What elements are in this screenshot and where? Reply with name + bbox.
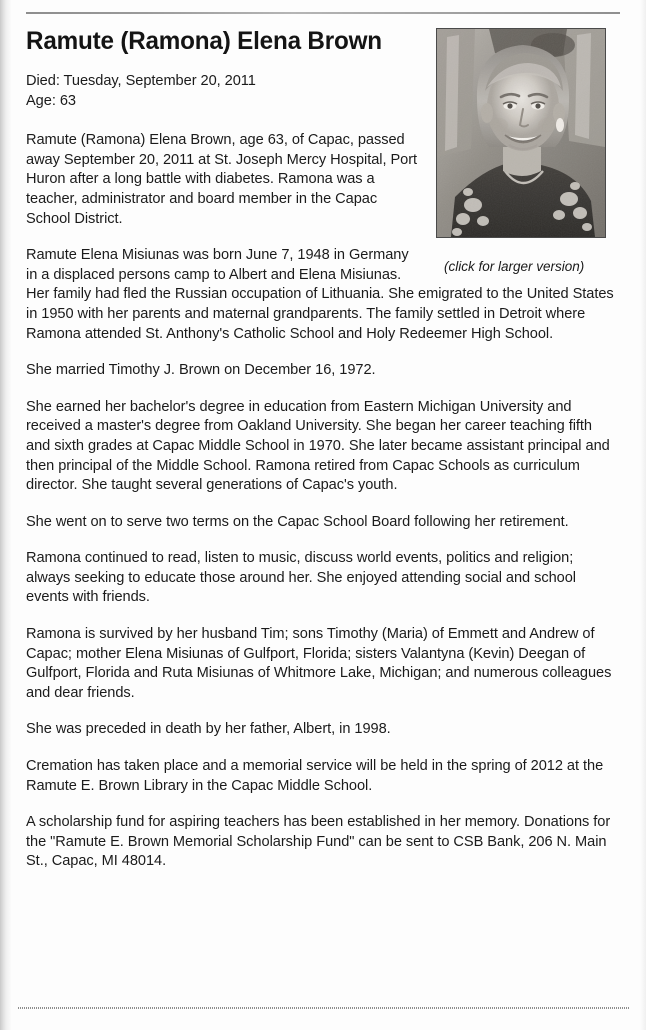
obituary-paragraph: She earned her bachelor's degree in education from Eastern Michigan University and received a master's degree from Oakland University. She began her career teaching fifth and sixth grades at Capac Middle School in 1970. She later became assistant principal and then principal of the Middle School. Ramona retired from Capac Schools as curriculum director. She taught several generations of Capac's youth.	[26, 398, 610, 494]
obituary-paragraph: A scholarship fund for aspiring teachers has been established in her memory. Donations for the "Ramute E. Brown Memorial Scholarship Fund" can be sent to CSB Bank, 206 N. Main St., Capac, MI 48014.	[26, 814, 611, 870]
obituary-paragraph: Ramona is survived by her husband Tim; sons Timothy (Maria) of Emmett and Andrew of Capac; mother Elena Misiunas of Gulfport, Florida; sisters Valantyna (Kevin) Deegan of Gulfport, Florida and Ruta Misiunas of Whitmore Lake, Michigan; and numerous colleagues and dear friends.	[26, 626, 612, 701]
portrait-photo[interactable]	[436, 28, 606, 238]
portrait-caption[interactable]: (click for larger version)	[444, 259, 585, 274]
scan-edge-artifact-left	[0, 0, 11, 1030]
obituary-paragraph: Ramona continued to read, listen to music, discuss world events, politics and religion; always seeking to educate those around her. She enjoyed attending social and school events with friends.	[26, 550, 576, 606]
age-line: Age: 63	[26, 92, 76, 109]
bottom-divider-rule	[18, 1007, 630, 1009]
death-date-line: Died: Tuesday, September 20, 2011	[26, 73, 256, 89]
obituary-paragraph: She went on to serve two terms on the Capac School Board following her retirement.	[26, 513, 569, 530]
obituary-paragraph: Cremation has taken place and a memorial service will be held in the spring of 2012 at the Ramute E. Brown Library in the Capac Middle School.	[26, 758, 604, 794]
obituary-paragraph: Ramute Elena Misiunas was born June 7, 1948 in Germany in a displaced persons camp to Albert and Elena Misiunas. Her family had fled the Russian occupation of Lithuania. She emigrated to the United States in 1950 with her parents and maternal grandparents. The family settled in Detroit where Ramona attended St. Anthony's Catholic School and Holy Redeemer High School.	[26, 247, 614, 342]
page-title: Ramute (Ramona) Elena Brown	[26, 27, 382, 55]
portrait-figure[interactable]	[436, 28, 608, 276]
scan-edge-artifact-right	[640, 0, 646, 1030]
obituary-content	[26, 26, 620, 872]
obituary-paragraph: She was preceded in death by her father, Albert, in 1998.	[26, 721, 391, 738]
obituary-paragraph: Ramute (Ramona) Elena Brown, age 63, of Capac, passed away September 20, 2011 at St. Joseph Mercy Hospital, Port Huron after a long battle with diabetes. Ramona was a teacher, administrator and board member in the Capac School District.	[26, 132, 418, 227]
obituary-paragraph: She married Timothy J. Brown on December 16, 1972.	[26, 362, 376, 379]
top-divider-rule	[26, 12, 620, 14]
